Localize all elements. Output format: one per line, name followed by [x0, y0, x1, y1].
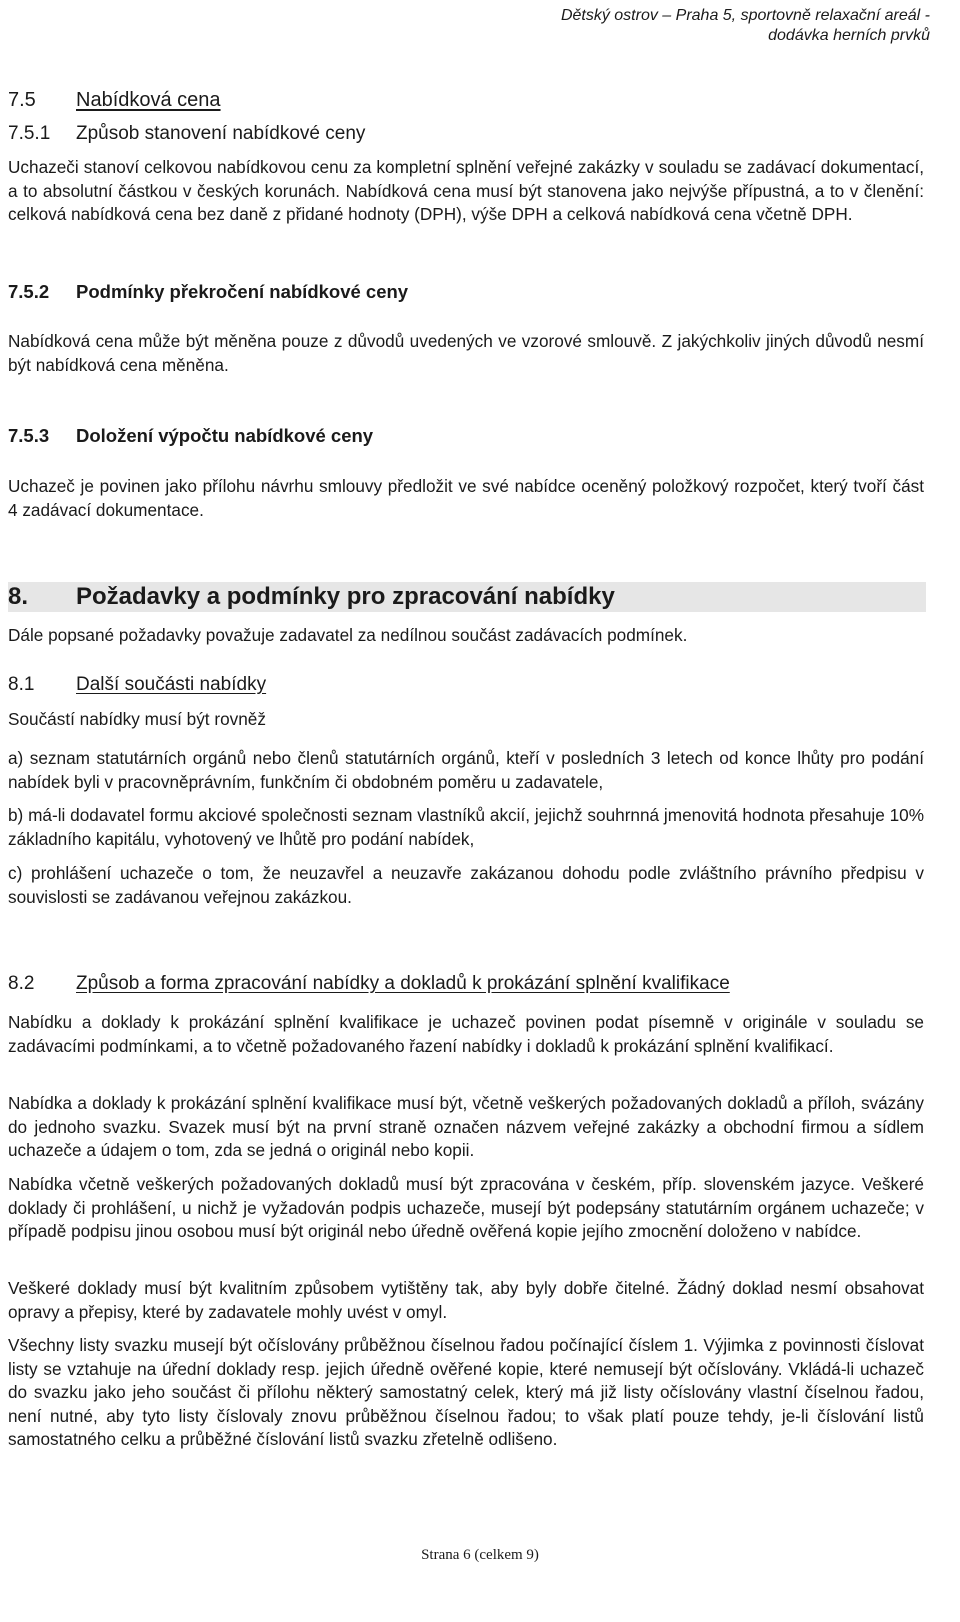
section-number: 7.5.1	[8, 123, 51, 144]
section-8-1-intro: Součástí nabídky musí být rovněž	[8, 709, 266, 729]
section-number: 8.1	[8, 674, 35, 695]
section-7-5-2-text: Nabídková cena může být měněna pouze z důvodů uvedených ve vzorové smlouvě. Z jakýchkoliv jiných důvodů nesmí být nabídková cena měněna.	[8, 331, 924, 375]
paragraph: Nabídka včetně veškerých požadovaných dokladů musí být zpracována v českém, příp. slovenském jazyce. Veškeré doklady či prohlášení, u nichž je vyžadován podpis uchazeče, musejí být podepsány statutárním orgánem uchazeče; v případě podpisu jinou osobou musí být originál nebo úředně ověřená kopie jejího zmocnění doloženo v nabídce.	[8, 1174, 924, 1241]
section-7-5-1-text: Uchazeči stanoví celkovou nabídkovou cenu za kompletní splnění veřejné zakázky v souladu se zadávací dokumentací, a to absolutní částkou v českých korunách. Nabídková cena musí být stanovena jako nejvýše přípustná, a to v členění: celková nabídková cena bez daně z přidané hodnoty (DPH), výše DPH a celková nabídková cena včetně DPH.	[8, 157, 924, 224]
list-item: a) seznam statutárních orgánů nebo členů statutárních orgánů, kteří v posledních 3 letech od konce lhůty pro podání nabídek byli v pracovněprávním, funkčním či obdobném poměru u zadavatele,	[8, 748, 924, 792]
paragraph: Nabídku a doklady k prokázání splnění kvalifikace je uchazeč povinen podat písemně v originále v souladu se zadávacími podmínkami, a to včetně požadovaného řazení nabídky i dokladů k prokázání splnění kvalifikací.	[8, 1012, 924, 1056]
section-8-heading	[8, 582, 926, 612]
running-header-line2: dodávka herních prvků	[768, 27, 930, 44]
paragraph: Všechny listy svazku musejí být očíslovány průběžnou číselnou řadou počínající číslem 1. Výjimka z povinnosti číslovat listy se vztahuje na úřední doklady resp. jejich úředně ověřené kopie, které nemusejí být očíslovány. Vkládá-li uchazeč do svazku jako jeho součást či přílohu některý samostatný celek, který má již listy očíslovány vlastní číselnou řadou, není nutné, aby tyto listy číslovaly znovu průběžnou číselnou řadou; to však platí pouze tehdy, je-li číslování listů samostatného celku a průběžné číslování listů svazku zřetelně odlišeno.	[8, 1335, 924, 1449]
section-title: Způsob a forma zpracování nabídky a dokladů k prokázání splnění kvalifikace	[76, 973, 730, 994]
section-number: 8.	[8, 583, 29, 610]
section-title: Další součásti nabídky	[76, 674, 267, 695]
section-8-text: Dále popsané požadavky považuje zadavatel za nedílnou součást zadávacích podmínek.	[8, 625, 688, 645]
section-title: Způsob stanovení nabídkové ceny	[76, 123, 366, 144]
section-title: Nabídková cena	[76, 89, 221, 111]
paragraph: Nabídka a doklady k prokázání splnění kvalifikace musí být, včetně veškerých požadovaných dokladů a příloh, svázány do jednoho svazku. Svazek musí být na první straně označen názvem veřejné zakázky a obchodní firmou a sídlem uchazeče a údajem o tom, zda se jedná o originál nebo kopii.	[8, 1093, 924, 1160]
list-item: c) prohlášení uchazeče o tom, že neuzavřel a neuzavře zakázanou dohodu podle zvláštního právního předpisu v souvislosti se zadávanou veřejnou zakázkou.	[8, 863, 924, 907]
section-7-5-3-text: Uchazeč je povinen jako přílohu návrhu smlouvy předložit ve své nabídce oceněný položkový rozpočet, který tvoří část 4 zadávací dokumentace.	[8, 476, 924, 520]
running-header-line1: Dětský ostrov – Praha 5, sportovně relaxační areál -	[560, 7, 930, 24]
section-title: Požadavky a podmínky pro zpracování nabídky	[76, 583, 615, 610]
page-footer: Strana 6 (celkem 9)	[421, 1547, 539, 1563]
section-title: Doložení výpočtu nabídkové ceny	[76, 425, 374, 446]
running-header	[470, 6, 930, 46]
section-number: 7.5	[8, 89, 36, 111]
section-number: 7.5.2	[8, 281, 50, 302]
section-title: Podmínky překročení nabídkové ceny	[76, 281, 409, 302]
section-number: 7.5.3	[8, 425, 50, 446]
paragraph: Veškeré doklady musí být kvalitním způsobem vytištěny tak, aby byly dobře čitelné. Žádný doklad nesmí obsahovat opravy a přepisy, které by zadavatele mohly uvést v omyl.	[8, 1278, 924, 1322]
list-item: b) má-li dodavatel formu akciové společnosti seznam vlastníků akcií, jejichž souhrnná jmenovitá hodnota přesahuje 10% základního kapitálu, vyhotovený ve lhůtě pro podání nabídek,	[8, 805, 924, 849]
section-number: 8.2	[8, 973, 35, 994]
